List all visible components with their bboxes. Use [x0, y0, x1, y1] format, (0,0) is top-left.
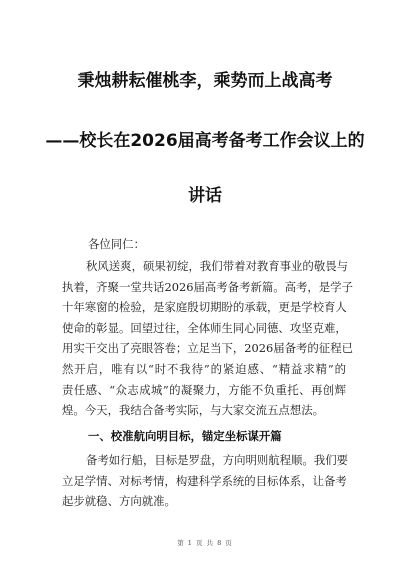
paragraph-1-line: 责任感、“众志成城”的凝聚力，方能不负重托、再创辉 [62, 382, 346, 397]
paragraph-1-line: 用实干交出了亮眼答卷；立足当下，2026届备考的征程已 [62, 341, 353, 356]
paragraph-2-line: 备考如行船，目标是罗盘，方向明则航程顺。我们要 [86, 453, 348, 467]
paragraph-1-line: 煌。今天，我结合备考实际，与大家交流五点想法。 [62, 403, 324, 418]
document-title-line-3: 讲话 [188, 186, 222, 206]
paragraph-1-line: 十年寒窗的检验，是家庭殷切期盼的承载，更是学校育人 [62, 300, 347, 315]
document-title-line-1: 秉烛耕耘催桃李，乘势而上战高考 [77, 71, 333, 91]
paragraph-1-line: 使命的彰显。回望过往，全体师生同心同德、攻坚克难， [62, 320, 347, 335]
paragraph-2-line: 起步就稳、方向就准。 [62, 494, 176, 509]
paragraph-2 [62, 450, 346, 512]
paragraph-1-line: 然开启，唯有以“时不我待”的紧迫感、“精益求精”的 [62, 361, 346, 376]
section-heading: 一、校准航向明目标，锚定坐标谋开篇 [88, 429, 282, 443]
document-title-line-2: ——校长在2026届高考备考工作会议上的 [45, 131, 365, 151]
salutation: 各位同仁： [88, 237, 145, 251]
page-footer: 第 1 页 共 8 页 [177, 539, 233, 547]
paragraph-2-line: 立足学情、对标考情，构建科学系统的目标体系，让备考 [62, 473, 347, 488]
paragraph-1-line: 秋风送爽，硕果初绽，我们带着对教育事业的敬畏与 [86, 259, 348, 273]
paragraph-1-line: 执着，齐聚一堂共话2026届高考备考新篇。高考，是学子 [62, 279, 353, 294]
paragraph-1 [62, 256, 353, 421]
